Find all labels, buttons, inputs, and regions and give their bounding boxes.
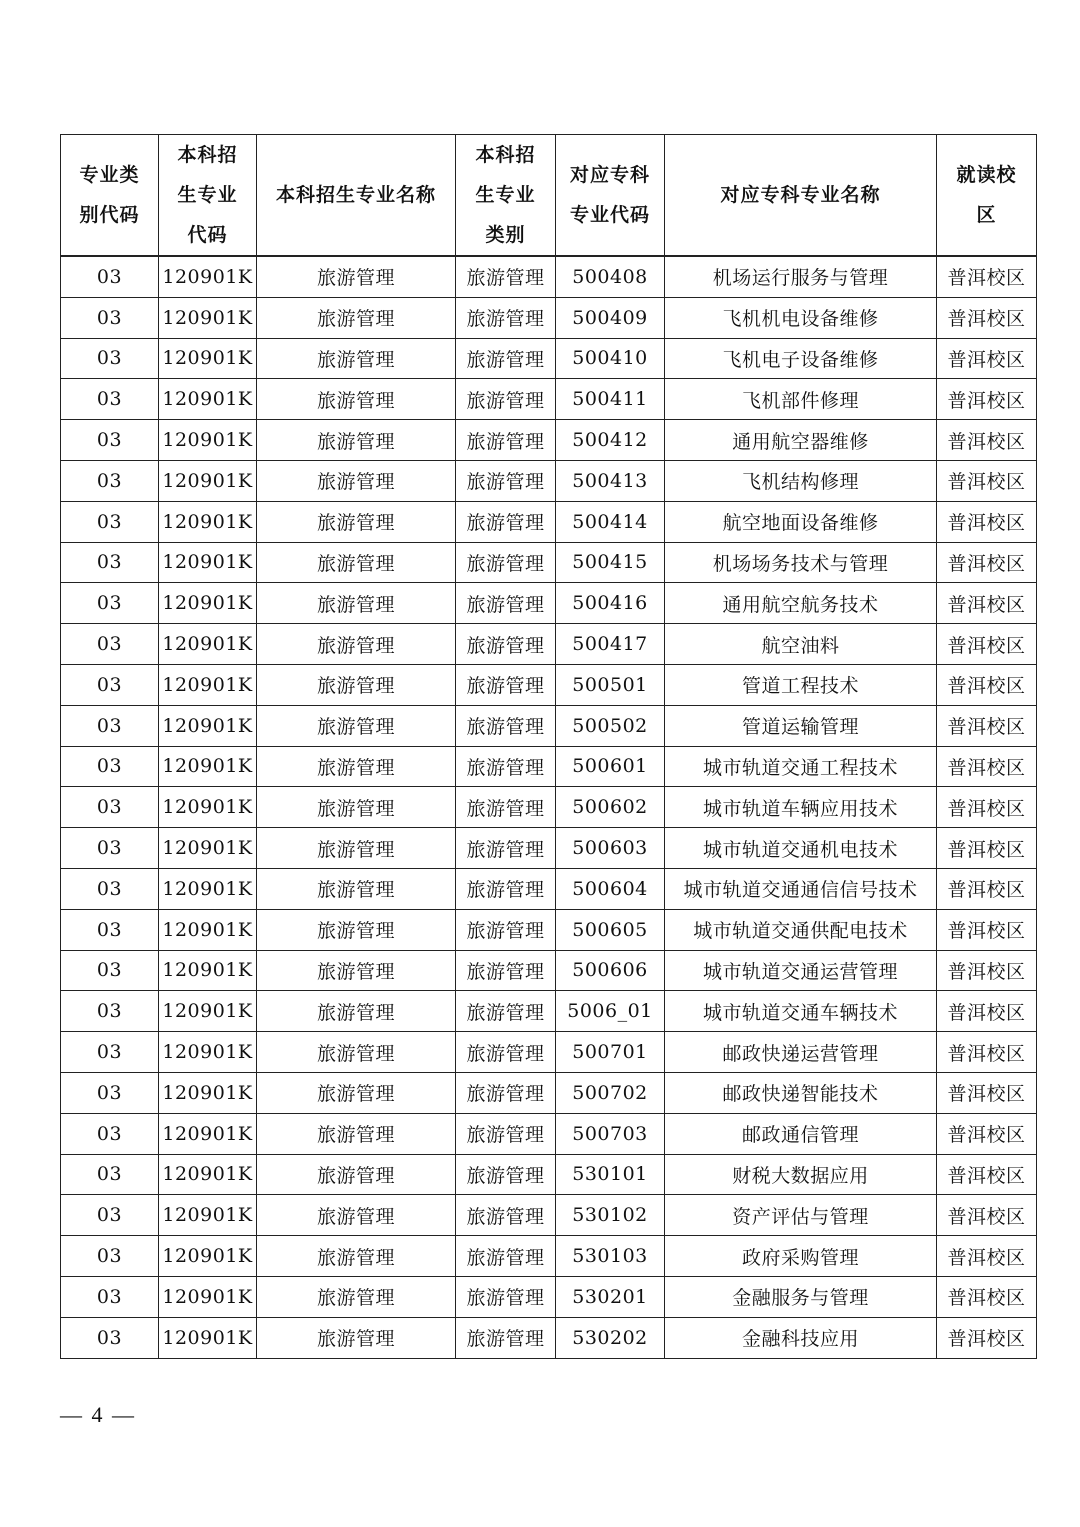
undergrad-major-name-cell: 旅游管理 [257,583,456,624]
undergrad-major-name-cell: 旅游管理 [257,460,456,501]
undergrad-major-name-cell: 旅游管理 [257,542,456,583]
undergrad-major-code-cell: 120901K [159,460,257,501]
undergrad-major-code-cell: 120901K [159,991,257,1032]
junior-college-major-code-cell: 500409 [556,297,665,338]
campus-cell: 普洱校区 [937,297,1037,338]
table-row [61,1276,1037,1317]
campus-cell: 普洱校区 [937,460,1037,501]
junior-college-major-code-cell: 500411 [556,379,665,420]
table-row [61,420,1037,461]
undergrad-major-name-cell: 旅游管理 [257,1113,456,1154]
table-row [61,256,1037,297]
campus-cell: 普洱校区 [937,746,1037,787]
junior-college-major-name-cell: 城市轨道交通运营管理 [665,950,937,991]
junior-college-major-name-cell: 飞机机电设备维修 [665,297,937,338]
junior-college-major-code-cell: 530101 [556,1154,665,1195]
undergrad-major-name-cell: 旅游管理 [257,420,456,461]
category-code-cell: 03 [61,338,159,379]
table-row [61,624,1037,665]
undergrad-major-code-cell: 120901K [159,379,257,420]
junior-college-major-code-cell: 500601 [556,746,665,787]
junior-college-major-name-cell: 城市轨道交通通信信号技术 [665,868,937,909]
campus-cell: 普洱校区 [937,1154,1037,1195]
table-row [61,583,1037,624]
category-code-cell: 03 [61,379,159,420]
undergrad-major-category-cell: 旅游管理 [456,991,556,1032]
undergrad-major-code-cell: 120901K [159,746,257,787]
junior-college-major-code-cell: 500603 [556,828,665,869]
junior-college-major-name-cell: 航空地面设备维修 [665,501,937,542]
category-code-cell: 03 [61,1154,159,1195]
undergrad-major-category-cell: 旅游管理 [456,338,556,379]
junior-college-major-code-cell: 530201 [556,1276,665,1317]
table-row [61,542,1037,583]
campus-cell: 普洱校区 [937,664,1037,705]
junior-college-major-code-cell: 530102 [556,1195,665,1236]
junior-college-major-name-cell: 飞机结构修理 [665,460,937,501]
category-code-cell: 03 [61,1072,159,1113]
campus-cell: 普洱校区 [937,787,1037,828]
undergrad-major-name-cell: 旅游管理 [257,1236,456,1277]
junior-college-major-name-cell: 金融科技应用 [665,1317,937,1358]
undergrad-major-name-cell: 旅游管理 [257,1032,456,1073]
junior-college-major-code-cell: 500605 [556,909,665,950]
undergrad-major-name-cell: 旅游管理 [257,379,456,420]
table-row [61,868,1037,909]
junior-college-major-name-cell: 航空油料 [665,624,937,665]
campus-cell: 普洱校区 [937,1113,1037,1154]
category-code-cell: 03 [61,542,159,583]
junior-college-major-code-cell: 500702 [556,1072,665,1113]
campus-cell: 普洱校区 [937,828,1037,869]
page-number: — 4 — [60,1402,136,1427]
category-code-cell: 03 [61,501,159,542]
junior-college-major-code-cell: 500417 [556,624,665,665]
junior-college-major-code-cell: 500416 [556,583,665,624]
header-undergrad-major-name: 本科招生专业名称 [257,135,456,257]
junior-college-major-name-cell: 飞机部件修理 [665,379,937,420]
junior-college-major-code-cell: 500502 [556,705,665,746]
junior-college-major-name-cell: 通用航空器维修 [665,420,937,461]
campus-cell: 普洱校区 [937,991,1037,1032]
undergrad-major-code-cell: 120901K [159,624,257,665]
junior-college-major-code-cell: 500606 [556,950,665,991]
undergrad-major-category-cell: 旅游管理 [456,583,556,624]
table-row [61,1154,1037,1195]
undergrad-major-name-cell: 旅游管理 [257,624,456,665]
junior-college-major-code-cell: 500414 [556,501,665,542]
campus-cell: 普洱校区 [937,1276,1037,1317]
category-code-cell: 03 [61,664,159,705]
table-row [61,1195,1037,1236]
undergrad-major-code-cell: 120901K [159,1236,257,1277]
undergrad-major-name-cell: 旅游管理 [257,787,456,828]
junior-college-major-code-cell: 500413 [556,460,665,501]
undergrad-major-code-cell: 120901K [159,787,257,828]
undergrad-major-category-cell: 旅游管理 [456,501,556,542]
undergrad-major-category-cell: 旅游管理 [456,624,556,665]
undergrad-major-category-cell: 旅游管理 [456,460,556,501]
category-code-cell: 03 [61,868,159,909]
undergrad-major-name-cell: 旅游管理 [257,501,456,542]
table-row [61,297,1037,338]
undergrad-major-category-cell: 旅游管理 [456,1276,556,1317]
table-row [61,1113,1037,1154]
table-header [61,135,1037,257]
header-row [61,135,1037,257]
undergrad-major-name-cell: 旅游管理 [257,746,456,787]
table-row [61,1317,1037,1358]
category-code-cell: 03 [61,256,159,297]
undergrad-major-category-cell: 旅游管理 [456,909,556,950]
category-code-cell: 03 [61,828,159,869]
undergrad-major-name-cell: 旅游管理 [257,664,456,705]
junior-college-major-name-cell: 城市轨道交通供配电技术 [665,909,937,950]
table-row [61,1236,1037,1277]
undergrad-major-code-cell: 120901K [159,1113,257,1154]
undergrad-major-code-cell: 120901K [159,256,257,297]
junior-college-major-name-cell: 城市轨道交通机电技术 [665,828,937,869]
table-body [61,256,1037,1358]
campus-cell: 普洱校区 [937,1317,1037,1358]
junior-college-major-name-cell: 城市轨道交通车辆技术 [665,991,937,1032]
campus-cell: 普洱校区 [937,1195,1037,1236]
category-code-cell: 03 [61,787,159,828]
junior-college-major-name-cell: 机场运行服务与管理 [665,256,937,297]
undergrad-major-category-cell: 旅游管理 [456,420,556,461]
junior-college-major-code-cell: 500410 [556,338,665,379]
category-code-cell: 03 [61,624,159,665]
junior-college-major-name-cell: 邮政通信管理 [665,1113,937,1154]
undergrad-major-category-cell: 旅游管理 [456,1236,556,1277]
campus-cell: 普洱校区 [937,542,1037,583]
category-code-cell: 03 [61,1195,159,1236]
table-row [61,379,1037,420]
undergrad-major-category-cell: 旅游管理 [456,705,556,746]
junior-college-major-name-cell: 邮政快递运营管理 [665,1032,937,1073]
junior-college-major-code-cell: 500408 [556,256,665,297]
undergrad-major-name-cell: 旅游管理 [257,1154,456,1195]
header-junior-college-major-name: 对应专科专业名称 [665,135,937,257]
undergrad-major-category-cell: 旅游管理 [456,828,556,869]
junior-college-major-name-cell: 政府采购管理 [665,1236,937,1277]
campus-cell: 普洱校区 [937,624,1037,665]
campus-cell: 普洱校区 [937,868,1037,909]
undergrad-major-category-cell: 旅游管理 [456,787,556,828]
category-code-cell: 03 [61,705,159,746]
undergrad-major-code-cell: 120901K [159,909,257,950]
undergrad-major-code-cell: 120901K [159,1154,257,1195]
undergrad-major-category-cell: 旅游管理 [456,297,556,338]
undergrad-major-category-cell: 旅游管理 [456,664,556,705]
undergrad-major-category-cell: 旅游管理 [456,868,556,909]
junior-college-major-code-cell: 500604 [556,868,665,909]
junior-college-major-name-cell: 通用航空航务技术 [665,583,937,624]
category-code-cell: 03 [61,297,159,338]
undergrad-major-category-cell: 旅游管理 [456,542,556,583]
campus-cell: 普洱校区 [937,950,1037,991]
campus-cell: 普洱校区 [937,1236,1037,1277]
campus-cell: 普洱校区 [937,1072,1037,1113]
undergrad-major-name-cell: 旅游管理 [257,828,456,869]
header-undergrad-major-category: 本科招生专业类别 [456,135,556,257]
header-category-code: 专业类别代码 [61,135,159,257]
campus-cell: 普洱校区 [937,1032,1037,1073]
table-row [61,746,1037,787]
category-code-cell: 03 [61,1317,159,1358]
campus-cell: 普洱校区 [937,583,1037,624]
undergrad-major-category-cell: 旅游管理 [456,1317,556,1358]
undergrad-major-name-cell: 旅游管理 [257,1072,456,1113]
undergrad-major-code-cell: 120901K [159,664,257,705]
undergrad-major-code-cell: 120901K [159,705,257,746]
junior-college-major-code-cell: 500602 [556,787,665,828]
undergrad-major-name-cell: 旅游管理 [257,297,456,338]
undergrad-major-name-cell: 旅游管理 [257,338,456,379]
undergrad-major-category-cell: 旅游管理 [456,1072,556,1113]
campus-cell: 普洱校区 [937,420,1037,461]
undergrad-major-name-cell: 旅游管理 [257,1195,456,1236]
undergrad-major-code-cell: 120901K [159,1195,257,1236]
junior-college-major-code-cell: 530202 [556,1317,665,1358]
category-code-cell: 03 [61,1113,159,1154]
undergrad-major-code-cell: 120901K [159,1032,257,1073]
junior-college-major-name-cell: 机场场务技术与管理 [665,542,937,583]
junior-college-major-name-cell: 城市轨道车辆应用技术 [665,787,937,828]
undergrad-major-category-cell: 旅游管理 [456,256,556,297]
junior-college-major-name-cell: 资产评估与管理 [665,1195,937,1236]
category-code-cell: 03 [61,1236,159,1277]
undergrad-major-name-cell: 旅游管理 [257,705,456,746]
undergrad-major-category-cell: 旅游管理 [456,1113,556,1154]
undergrad-major-name-cell: 旅游管理 [257,868,456,909]
table-row [61,1072,1037,1113]
undergrad-major-code-cell: 120901K [159,1276,257,1317]
category-code-cell: 03 [61,583,159,624]
junior-college-major-code-cell: 530103 [556,1236,665,1277]
table-row [61,460,1037,501]
table-row [61,787,1037,828]
junior-college-major-code-cell: 500701 [556,1032,665,1073]
junior-college-major-code-cell: 500703 [556,1113,665,1154]
undergrad-major-code-cell: 120901K [159,1072,257,1113]
header-junior-college-major-code: 对应专科专业代码 [556,135,665,257]
campus-cell: 普洱校区 [937,256,1037,297]
undergrad-major-name-cell: 旅游管理 [257,1276,456,1317]
category-code-cell: 03 [61,1276,159,1317]
campus-cell: 普洱校区 [937,338,1037,379]
junior-college-major-name-cell: 财税大数据应用 [665,1154,937,1195]
undergrad-major-code-cell: 120901K [159,828,257,869]
table-row [61,1032,1037,1073]
category-code-cell: 03 [61,420,159,461]
junior-college-major-code-cell: 500415 [556,542,665,583]
campus-cell: 普洱校区 [937,501,1037,542]
category-code-cell: 03 [61,746,159,787]
category-code-cell: 03 [61,950,159,991]
undergrad-major-category-cell: 旅游管理 [456,1154,556,1195]
junior-college-major-code-cell: 500501 [556,664,665,705]
undergrad-major-code-cell: 120901K [159,542,257,583]
undergrad-major-name-cell: 旅游管理 [257,909,456,950]
category-code-cell: 03 [61,1032,159,1073]
undergrad-major-category-cell: 旅游管理 [456,746,556,787]
undergrad-major-category-cell: 旅游管理 [456,1195,556,1236]
junior-college-major-name-cell: 城市轨道交通工程技术 [665,746,937,787]
category-code-cell: 03 [61,460,159,501]
table-row [61,338,1037,379]
junior-college-major-name-cell: 金融服务与管理 [665,1276,937,1317]
undergrad-major-code-cell: 120901K [159,583,257,624]
undergrad-major-name-cell: 旅游管理 [257,1317,456,1358]
table-row [61,705,1037,746]
table-row [61,664,1037,705]
junior-college-major-name-cell: 邮政快递智能技术 [665,1072,937,1113]
undergrad-major-name-cell: 旅游管理 [257,991,456,1032]
campus-cell: 普洱校区 [937,379,1037,420]
undergrad-major-category-cell: 旅游管理 [456,379,556,420]
campus-cell: 普洱校区 [937,909,1037,950]
campus-cell: 普洱校区 [937,705,1037,746]
table-row [61,950,1037,991]
undergrad-major-code-cell: 120901K [159,950,257,991]
undergrad-major-name-cell: 旅游管理 [257,950,456,991]
undergrad-major-code-cell: 120901K [159,868,257,909]
junior-college-major-name-cell: 管道运输管理 [665,705,937,746]
junior-college-major-name-cell: 飞机电子设备维修 [665,338,937,379]
undergrad-major-code-cell: 120901K [159,297,257,338]
undergrad-major-category-cell: 旅游管理 [456,1032,556,1073]
junior-college-major-code-cell: 5006_01 [556,991,665,1032]
table-row [61,909,1037,950]
undergrad-major-code-cell: 120901K [159,1317,257,1358]
header-undergrad-major-code: 本科招生专业代码 [159,135,257,257]
undergrad-major-name-cell: 旅游管理 [257,256,456,297]
undergrad-major-code-cell: 120901K [159,501,257,542]
category-code-cell: 03 [61,991,159,1032]
junior-college-major-name-cell: 管道工程技术 [665,664,937,705]
table-row [61,501,1037,542]
undergrad-major-code-cell: 120901K [159,338,257,379]
undergrad-major-code-cell: 120901K [159,420,257,461]
category-code-cell: 03 [61,909,159,950]
junior-college-major-code-cell: 500412 [556,420,665,461]
majors-table [60,134,1037,1359]
table-row [61,991,1037,1032]
undergrad-major-category-cell: 旅游管理 [456,950,556,991]
table-row [61,828,1037,869]
header-campus: 就读校区 [937,135,1037,257]
